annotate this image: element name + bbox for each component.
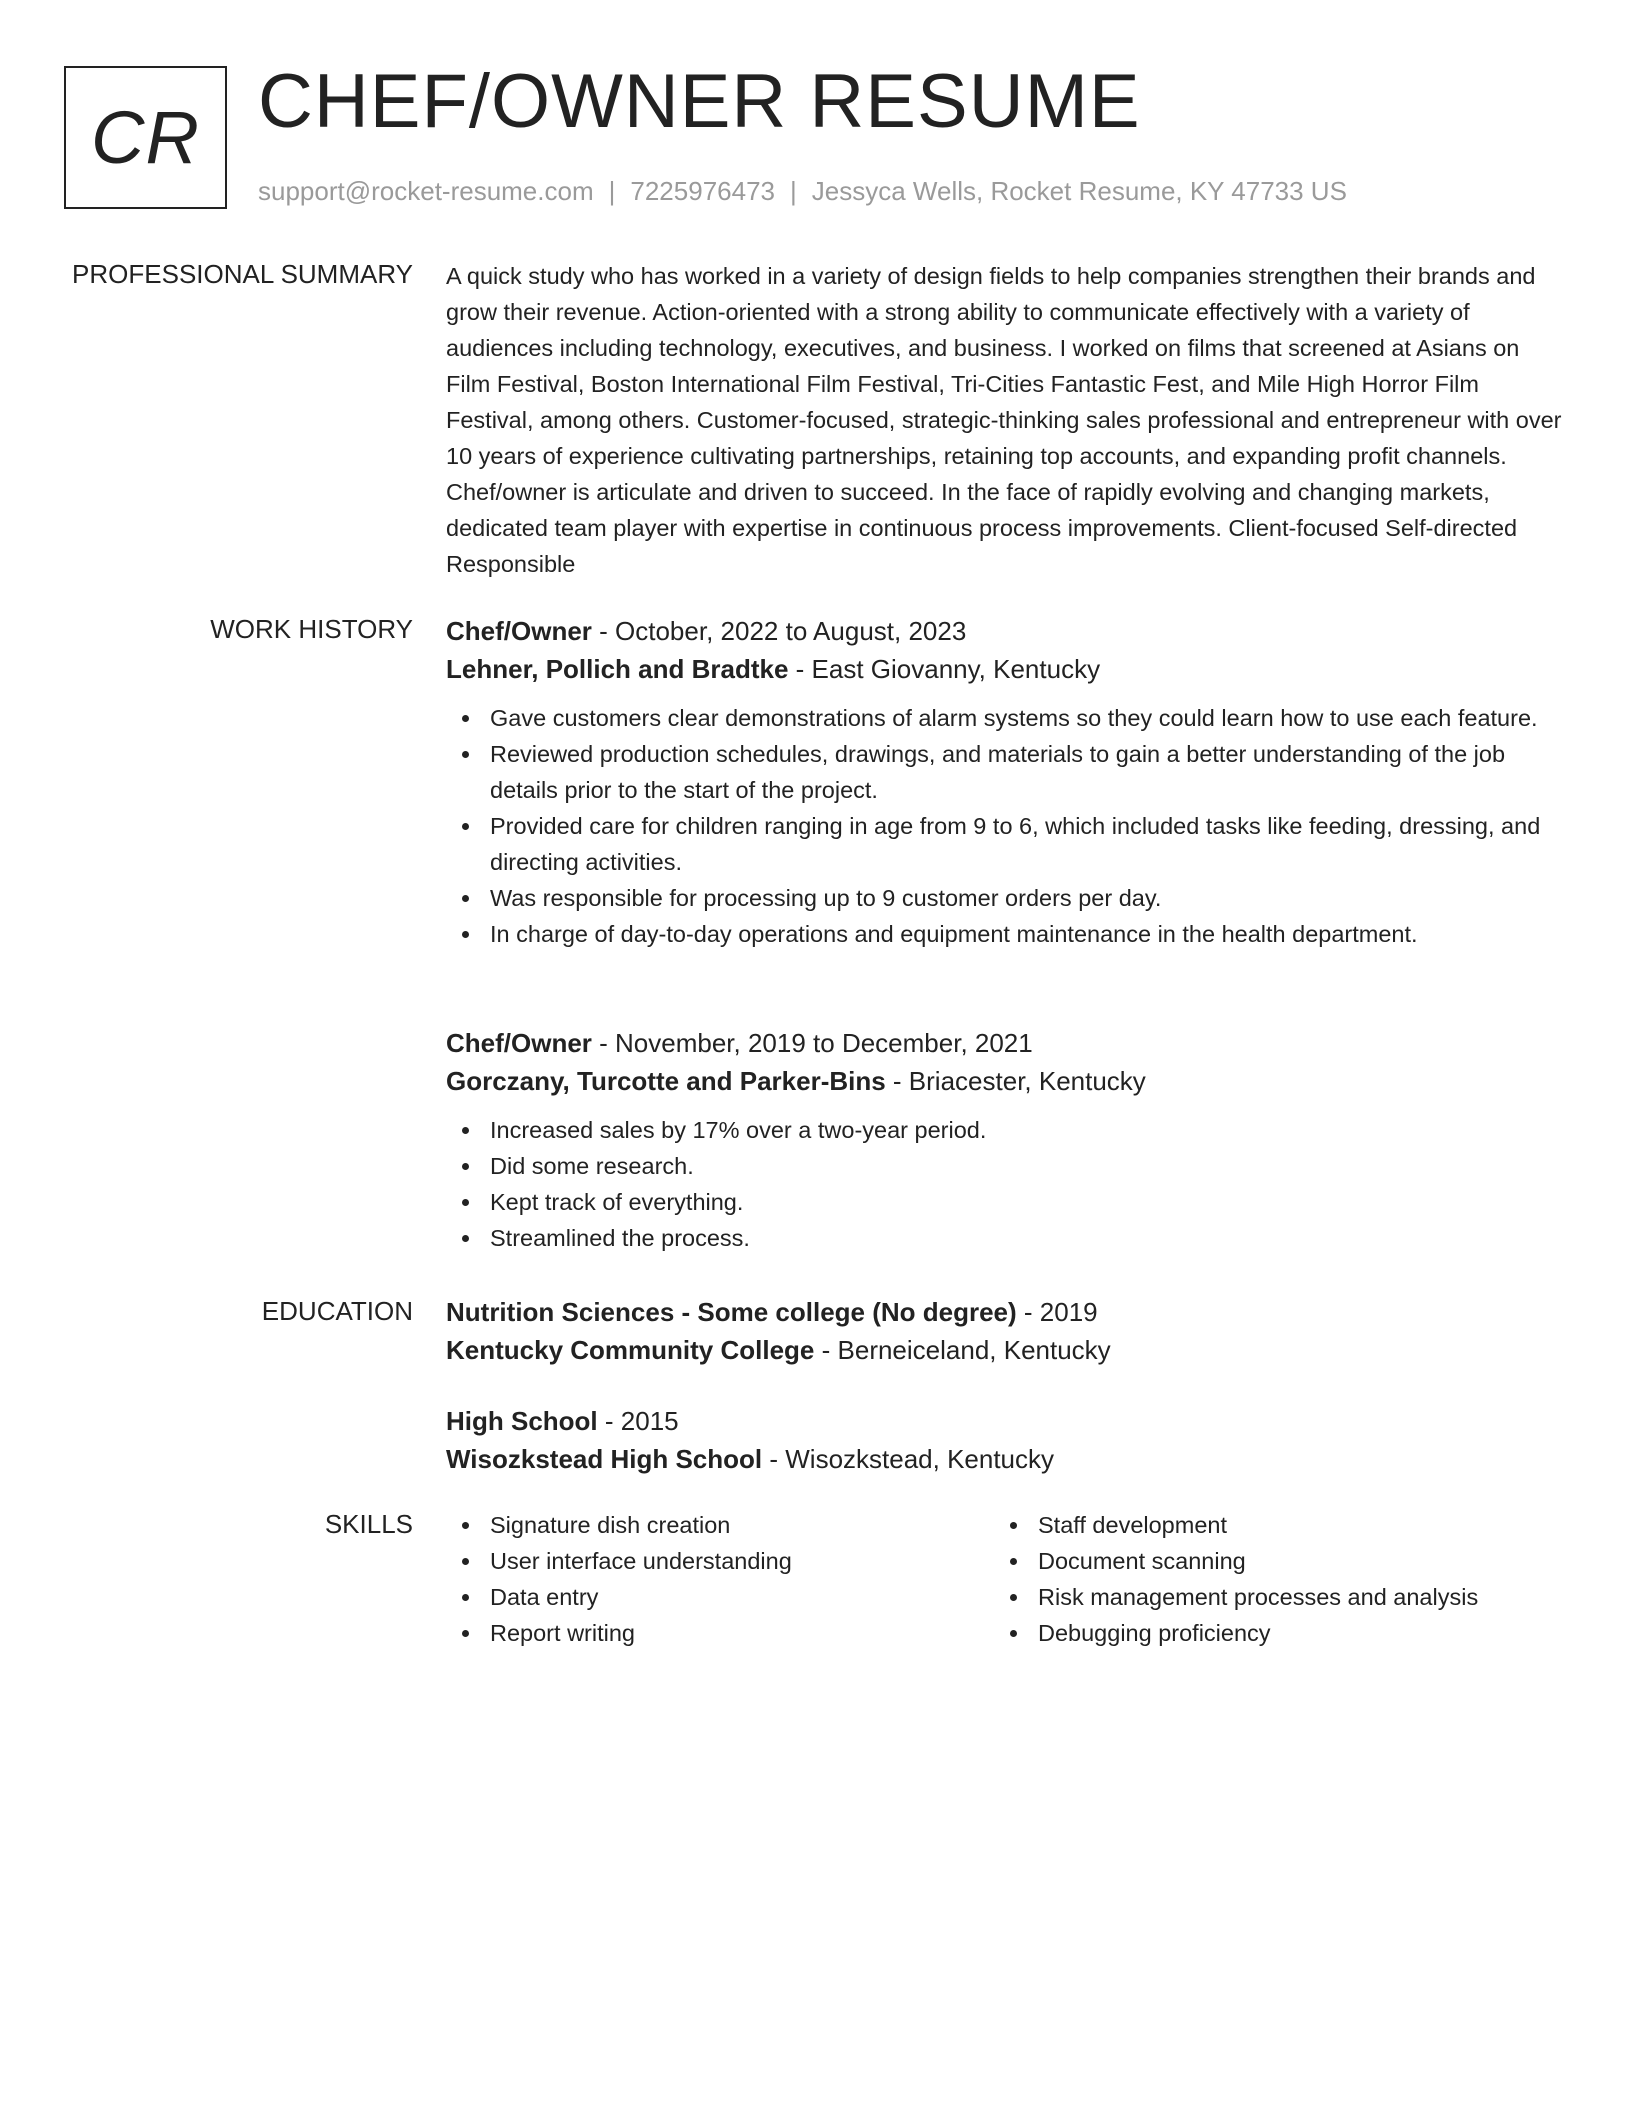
section-label-education: EDUCATION <box>261 1296 413 1326</box>
skills-column-right <box>994 1507 1542 1651</box>
job-company-line <box>446 1062 1562 1100</box>
section-label-skills: SKILLS <box>324 1509 413 1539</box>
skill-item: Staff development <box>994 1507 1542 1543</box>
contact-separator: | <box>608 176 616 206</box>
skill-item: Data entry <box>446 1579 994 1615</box>
skills-column-left <box>446 1507 994 1651</box>
education-degree-line <box>446 1293 1562 1331</box>
job-bullets <box>446 1112 1562 1256</box>
skill-item: User interface understanding <box>446 1543 994 1579</box>
job-bullet: Kept track of everything. <box>446 1184 1562 1220</box>
job-bullet: Gave customers clear demonstrations of alarm systems so they could learn how to use each feature. <box>446 700 1562 736</box>
monogram-logo: CR <box>64 66 227 209</box>
job-bullet: Did some research. <box>446 1148 1562 1184</box>
education-degree-line <box>446 1402 1562 1440</box>
contact-email[interactable]: support@rocket-resume.com <box>258 176 594 206</box>
summary-section <box>446 258 1562 582</box>
education-school: Wisozkstead High School <box>446 1444 763 1474</box>
education-entry <box>446 1402 1562 1478</box>
job-bullet: Was responsible for processing up to 9 customer orders per day. <box>446 880 1562 916</box>
education-year: - 2015 <box>597 1406 679 1436</box>
education-school-line <box>446 1440 1562 1478</box>
summary-text: A quick study who has worked in a variety of design fields to help companies strengthen their brands and grow their revenue. Action-oriented with a strong ability to communicate effectively with a variety of audiences including technology, executives, and business. I worked on films that screened at Asians on Film Festival, Boston International Film Festival, Tri-Cities Fantastic Fest, and Mile High Horror Film Festival, among others. Customer-focused, strategic-thinking sales professional and entrepreneur with over 10 years of experience cultivating partnerships, retaining top accounts, and expanding profit channels. Chef/owner is articulate and driven to succeed. In the face of rapidly evolving and changing markets, dedicated team player with expertise in continuous process improvements. Client-focused Self-directed Responsible <box>446 263 1562 577</box>
section-label-summary: PROFESSIONAL SUMMARY <box>72 259 413 289</box>
education-degree: High School <box>446 1406 598 1436</box>
skill-item: Risk management processes and analysis <box>994 1579 1542 1615</box>
skills-grid <box>446 1507 1562 1651</box>
education-degree: Nutrition Sciences - Some college (No degree) <box>446 1297 1017 1327</box>
job-bullet: Streamlined the process. <box>446 1220 1562 1256</box>
job-title-line <box>446 1024 1562 1062</box>
job-bullets <box>446 700 1562 952</box>
contact-phone[interactable]: 7225976473 <box>630 176 775 206</box>
job-title: Chef/Owner <box>446 616 592 646</box>
job-bullet: Increased sales by 17% over a two-year period. <box>446 1112 1562 1148</box>
job-title-line <box>446 612 1562 650</box>
contact-line <box>258 176 1347 206</box>
education-year: - 2019 <box>1016 1297 1098 1327</box>
skill-item: Debugging proficiency <box>994 1615 1542 1651</box>
contact-separator: | <box>790 176 797 206</box>
job-entry <box>446 612 1562 952</box>
skills-section <box>446 1507 1562 1651</box>
job-company: Gorczany, Turcotte and Parker-Bins <box>446 1066 886 1096</box>
job-dates: - October, 2022 to August, 2023 <box>591 616 967 646</box>
job-title: Chef/Owner <box>446 1028 592 1058</box>
job-company-line <box>446 650 1562 688</box>
skill-item: Report writing <box>446 1615 994 1651</box>
section-label-work-history: WORK HISTORY <box>210 614 413 644</box>
page-title: CHEF/OWNER RESUME <box>258 59 1141 144</box>
job-dates: - November, 2019 to December, 2021 <box>591 1028 1033 1058</box>
job-bullet: Provided care for children ranging in age from 9 to 6, which included tasks like feeding, dressing, and directing activities. <box>446 808 1562 880</box>
job-bullet: Reviewed production schedules, drawings, and materials to gain a better understanding of the job details prior to the start of the project. <box>446 736 1562 808</box>
skill-item: Signature dish creation <box>446 1507 994 1543</box>
job-bullet: In charge of day-to-day operations and equipment maintenance in the health department. <box>446 916 1562 952</box>
job-location: - Briacester, Kentucky <box>885 1066 1146 1096</box>
job-entry <box>446 1024 1562 1256</box>
job-location: - East Giovanny, Kentucky <box>788 654 1101 684</box>
skill-item: Document scanning <box>994 1543 1542 1579</box>
education-entry <box>446 1293 1562 1369</box>
contact-address: Jessyca Wells, Rocket Resume, KY 47733 US <box>811 176 1347 206</box>
education-location: - Berneiceland, Kentucky <box>814 1335 1111 1365</box>
job-company: Lehner, Pollich and Bradtke <box>446 654 789 684</box>
education-school: Kentucky Community College <box>446 1335 815 1365</box>
education-school-line <box>446 1331 1562 1369</box>
education-location: - Wisozkstead, Kentucky <box>762 1444 1055 1474</box>
